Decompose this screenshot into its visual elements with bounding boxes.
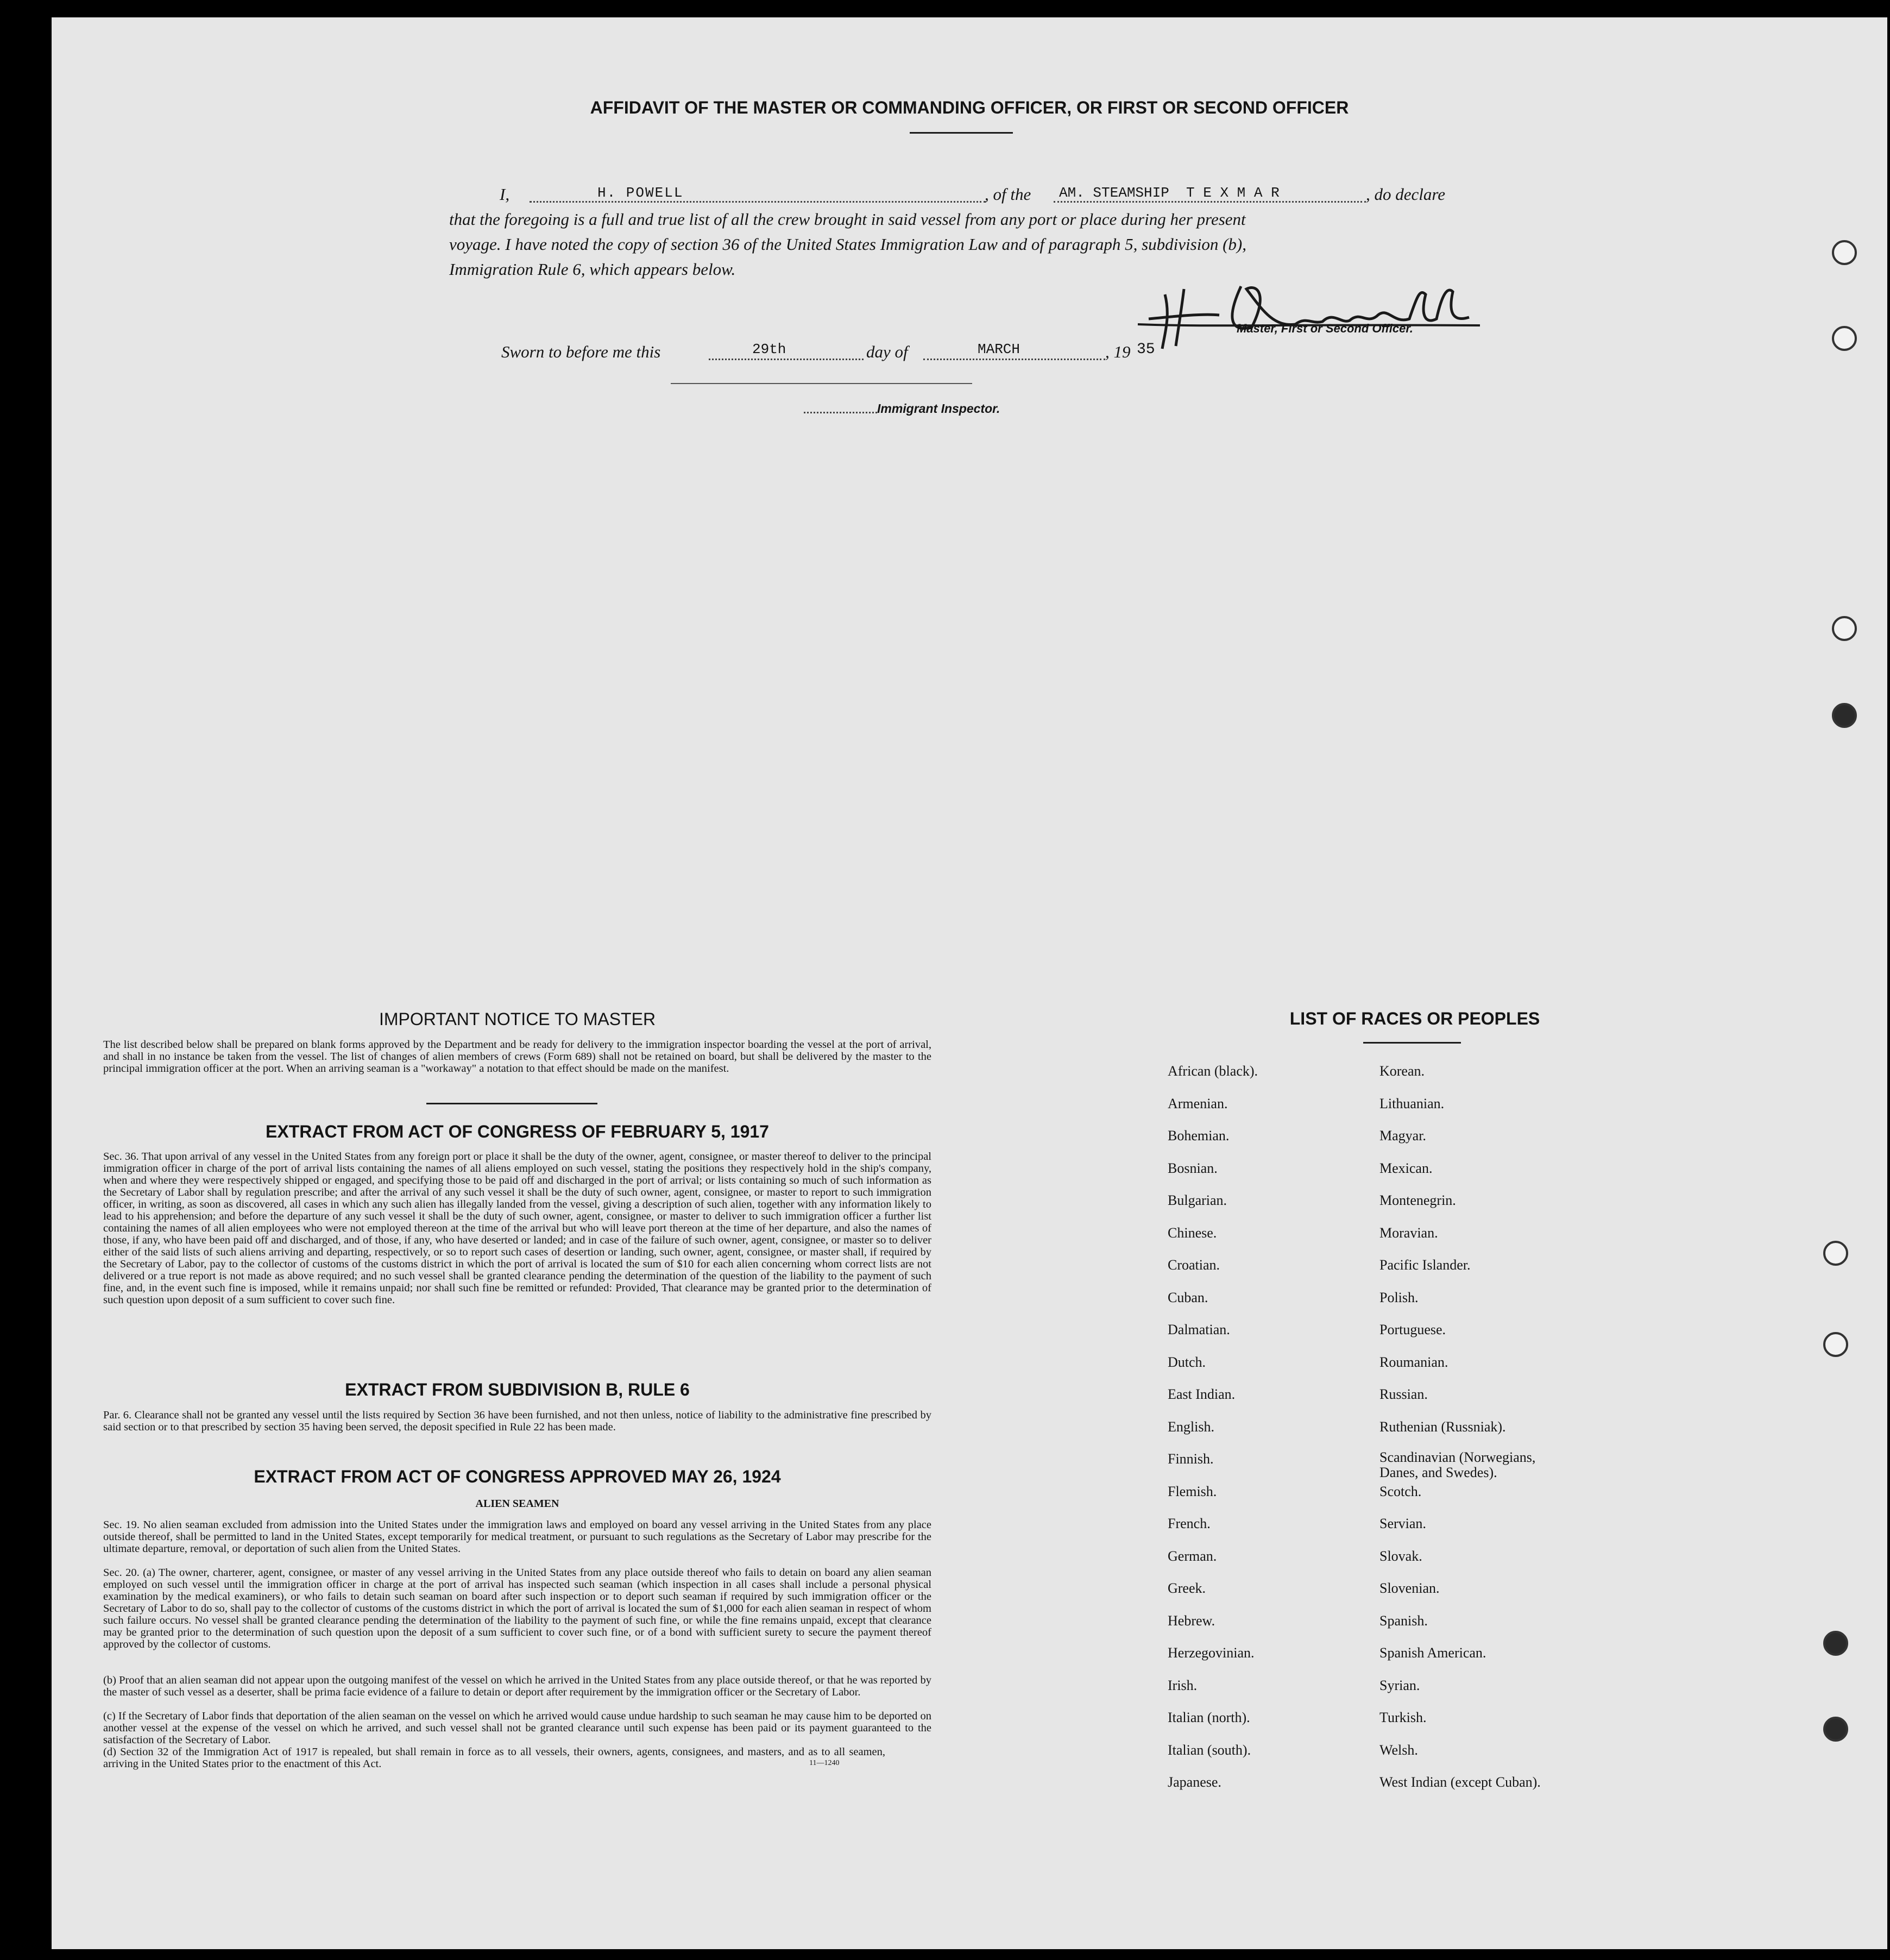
title-divider	[910, 132, 1013, 134]
race-item: Turkish.	[1379, 1710, 1427, 1725]
race-item: Herzegovinian.	[1168, 1645, 1255, 1661]
vessel-field-line	[1054, 201, 1366, 203]
binder-hole	[1823, 1241, 1848, 1266]
sworn-label: Sworn to before me this	[501, 342, 661, 361]
inspector-dotted-line	[804, 412, 877, 413]
race-item: Magyar.	[1379, 1128, 1426, 1144]
sworn-year: 35	[1137, 341, 1155, 358]
of-the-label: , of the	[985, 185, 1031, 204]
races-divider	[1363, 1042, 1461, 1044]
sec20b-text: (b) Proof that an alien seaman did not appear upon the outgoing manifest of the vessel on which he arrived in the United States from any place outside thereof, or that he was reported by the master of such vessel as a deserter, shall be prima facie evidence of a failure to detain or deport after requirement by the immigration officer or the Secretary of Labor.	[103, 1674, 931, 1698]
sec20d-text: (d) Section 32 of the Immigration Act of 1917 is repealed, but shall remain in force as to all vessels, their owners, agents, consignees, and masters, and as to all seamen, arriving in the United States prior to the enactment of this Act.	[103, 1746, 885, 1770]
binder-hole	[1832, 616, 1857, 641]
race-item: Pacific Islander.	[1379, 1257, 1471, 1273]
sworn-day: 29th	[752, 341, 786, 357]
binder-hole	[1832, 703, 1857, 728]
extract-1924-title: EXTRACT FROM ACT OF CONGRESS APPROVED MAY 26, 1924	[254, 1467, 781, 1486]
year-prefix: , 19	[1105, 342, 1131, 361]
race-item: Croatian.	[1168, 1257, 1220, 1273]
extract-rule6-title: EXTRACT FROM SUBDIVISION B, RULE 6	[345, 1380, 690, 1399]
binder-hole	[1832, 240, 1857, 265]
race-item: Italian (north).	[1168, 1710, 1250, 1725]
race-item: Bosnian.	[1168, 1160, 1218, 1176]
race-item: Korean.	[1379, 1063, 1425, 1079]
race-item: Montenegrin.	[1379, 1192, 1456, 1208]
sec20c-text: (c) If the Secretary of Labor finds that deportation of the alien seaman on the vessel on which he arrived would cause undue hardship to such seaman he may cause him to be deported on another vessel at the expense of the vessel on which he arrived, and such vessel shall not be granted clearance until such expense has been paid or its payment guaranteed to the satisfaction of the Secretary of Labor.	[103, 1710, 931, 1746]
race-item: Dutch.	[1168, 1354, 1206, 1370]
notice-title: IMPORTANT NOTICE TO MASTER	[379, 1009, 656, 1029]
race-item: Cuban.	[1168, 1289, 1208, 1305]
race-item: Italian (south).	[1168, 1742, 1251, 1758]
signature-caption: Master, First or Second Officer.	[1237, 322, 1413, 335]
binder-hole	[1823, 1332, 1848, 1357]
race-item: Irish.	[1168, 1677, 1198, 1693]
alien-seamen-subtitle: ALIEN SEAMEN	[475, 1498, 559, 1510]
notice-divider	[426, 1103, 597, 1104]
day-of-label: day of	[866, 342, 908, 361]
affidavit-body-line-2: voyage. I have noted the copy of section 36 of the United States Immigration Law and of paragraph 5, subdivision (b),	[449, 235, 1246, 254]
affidavit-body-line-3: Immigration Rule 6, which appears below.	[449, 260, 736, 279]
race-item: Slovenian.	[1379, 1580, 1440, 1596]
race-item: West Indian (except Cuban).	[1379, 1774, 1541, 1790]
race-item: German.	[1168, 1548, 1217, 1564]
race-item: Flemish.	[1168, 1483, 1217, 1499]
sec20a-text: Sec. 20. (a) The owner, charterer, agent, consignee, or master of any vessel arriving in the United States from any place outside thereof who fails to detain on board any alien seaman employed on such vessel until the immigration officer in charge at the port of arrival has inspected such seaman (which inspection in all cases shall include a personal physical examination by the medical examiners), or who fails to detain such seaman on board after such inspection or to deport such seaman if required by such immigration officer or the Secretary of Labor to do so, shall pay to the collector of customs of the customs district in which the port of arrival is located the sum of $1,000 for each alien seaman in respect of whom such failure occurs. No vessel shall be granted clearance pending the determination of the liability to the payment of such fine, or while the fine remains unpaid, except that clearance may be granted prior to the determination of such question upon the deposit of a sum sufficient to cover such fine, or of a bond with sufficient surety to secure the payment thereof approved by the collector of customs.	[103, 1567, 931, 1650]
do-declare-label: , do declare	[1366, 185, 1446, 204]
race-item: Portuguese.	[1379, 1322, 1446, 1337]
sworn-month: MARCH	[978, 341, 1020, 357]
handwritten-signature	[1132, 273, 1513, 354]
race-item: Syrian.	[1379, 1677, 1420, 1693]
race-item: Russian.	[1379, 1386, 1428, 1402]
document-page	[52, 17, 1887, 1949]
race-item: Dalmatian.	[1168, 1322, 1230, 1337]
race-item: Scotch.	[1379, 1483, 1422, 1499]
race-item: East Indian.	[1168, 1386, 1236, 1402]
extract-1917-text: Sec. 36. That upon arrival of any vessel in the United States from any foreign port or place it shall be the duty of the owner, agent, consignee, or master thereof to deliver to the principal immigration officer in charge of the port of arrival lists containing the names of all aliens employed on such vessel, stating the positions they respectively hold in the ship's company, when and where they were respectively shipped or engaged, and specifying those to be paid off and discharged in the port of arrival; or lists containing so much of such information as the Secretary of Labor shall by regulation prescribe; and after the arrival of any such vessel it shall be the duty of such owner, agent, consignee, or master to report to such immigration officer, in writing, as soon as discovered, all cases in which any such alien has illegally landed from the vessel, giving a description of such alien, together with any information likely to lead to his apprehension; and before the departure of any such vessel it shall be the duty of such owner, agent, consignee, or master to deliver to such immigration officer a further list containing the names of all alien employees who were not employed thereon at the time of the arrival but who will leave port thereon at the time of her departure, and also the names of those, if any, who have been paid off and discharged, and of those, if any, who have deserted or landed; and in case of the failure of such owner, agent, consignee, or master so to deliver either of the said lists of such aliens arriving and departing, respectively, or so to report such cases of desertion or landing, such owner, agent, consignee, or master shall, if required by the Secretary of Labor, pay to the collector of customs of the customs district in which the port of arrival is located the sum of $10 for each alien concerning whom correct lists are not delivered or a true report is not made as above required; and no such vessel shall be granted clearance pending the determination of the question of the liability to the payment of such fine, and, in the event such fine is imposed, while it remains unpaid; nor shall such fine be remitted or refunded: Provided, That clearance may be granted prior to the determination of such question upon deposit of a sum sufficient to cover such fine.	[103, 1151, 931, 1306]
race-item: African (black).	[1168, 1063, 1258, 1079]
race-item: Spanish American.	[1379, 1645, 1486, 1661]
inspector-caption: Immigrant Inspector.	[877, 401, 1000, 416]
race-item: Bohemian.	[1168, 1128, 1230, 1144]
signature-text	[1132, 278, 1135, 279]
race-item: Armenian.	[1168, 1095, 1228, 1111]
affidavit-title: AFFIDAVIT OF THE MASTER OR COMMANDING OFFICER, OR FIRST OR SECOND OFFICER	[590, 98, 1349, 117]
race-item: Polish.	[1379, 1289, 1419, 1305]
race-item: Lithuanian.	[1379, 1095, 1445, 1111]
race-item: Chinese.	[1168, 1224, 1217, 1241]
binder-hole	[1832, 326, 1857, 351]
race-item: Finnish.	[1168, 1451, 1214, 1467]
race-item: Mexican.	[1379, 1160, 1433, 1176]
race-item: Bulgarian.	[1168, 1192, 1227, 1208]
race-item: Roumanian.	[1379, 1354, 1448, 1370]
race-item: Spanish.	[1379, 1612, 1428, 1629]
sworn-day-line	[709, 359, 864, 360]
sworn-month-line	[923, 359, 1105, 360]
race-item: Greek.	[1168, 1580, 1206, 1596]
race-item: Welsh.	[1379, 1742, 1418, 1758]
i-label: I,	[500, 185, 510, 204]
race-item: French.	[1168, 1516, 1211, 1531]
notice-text: The list described below shall be prepared on blank forms approved by the Department and be ready for delivery to the immigration inspector boarding the vessel at the port of arrival, and shall in no instance be taken from the vessel. The list of changes of alien members of crews (Form 689) shall not be retained on board, but shall be delivered by the master to the principal immigration officer at the port. When an arriving seaman is a "workaway" a notation to that effect should be made on the manifest.	[103, 1039, 931, 1075]
race-item: Moravian.	[1379, 1224, 1438, 1241]
binder-hole	[1823, 1717, 1848, 1742]
race-item: Ruthenian (Russniak).	[1379, 1418, 1506, 1435]
extract-rule6-text: Par. 6. Clearance shall not be granted any vessel until the lists required by Section 36 have been furnished, and not then unless, notice of liability to the administrative fine prescribed by said section or to that prescribed by section 35 having been served, the deposit specified in Rule 22 has been made.	[103, 1409, 931, 1433]
race-item: Servian.	[1379, 1516, 1426, 1531]
race-item: English.	[1168, 1418, 1214, 1435]
binder-hole	[1823, 1631, 1848, 1656]
vessel-name: AM. STEAMSHIP T E X M A R	[1059, 185, 1280, 201]
affidavit-body-line-1: that the foregoing is a full and true list of all the crew brought in said vessel from any port or place during her present	[449, 210, 1246, 229]
race-item: Japanese.	[1168, 1774, 1221, 1790]
sec19-text: Sec. 19. No alien seaman excluded from admission into the United States under the immigration laws and employed on board any vessel arriving in the United States from any place outside thereof, shall be permitted to land in the United States, except temporarily for medical treatment, or pursuant to such regulations as the Secretary of Labor may prescribe for the ultimate departure, removal, or deportation of such alien from the United States.	[103, 1519, 931, 1555]
inspector-signature-line	[671, 383, 972, 384]
form-number: 11—1240	[809, 1759, 840, 1767]
master-name: H. POWELL	[597, 185, 684, 201]
race-item: Slovak.	[1379, 1548, 1422, 1564]
race-item: Hebrew.	[1168, 1612, 1215, 1629]
name-field-line	[530, 201, 986, 203]
races-title: LIST OF RACES OR PEOPLES	[1289, 1009, 1540, 1028]
race-item: Scandinavian (Norwegians, Danes, and Swedes).	[1379, 1449, 1536, 1480]
extract-1917-title: EXTRACT FROM ACT OF CONGRESS OF FEBRUARY 5, 1917	[266, 1122, 769, 1141]
